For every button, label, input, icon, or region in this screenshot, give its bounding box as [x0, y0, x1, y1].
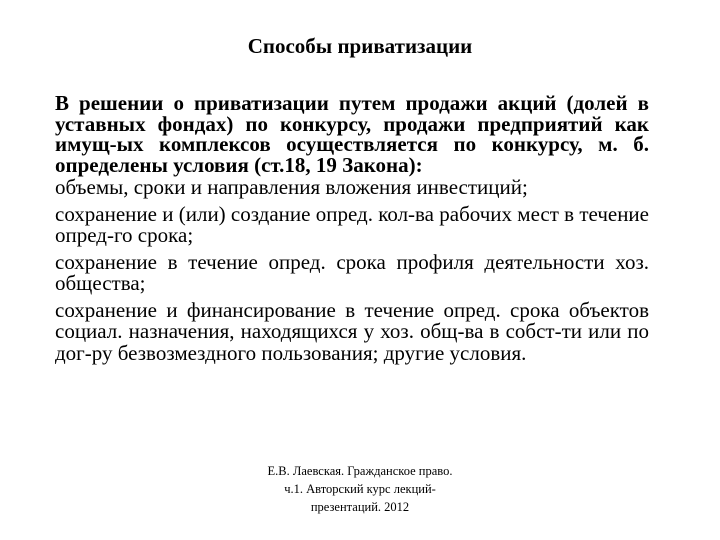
footer-line-author: Е.В. Лаевская. Гражданское право.: [267, 464, 453, 478]
condition-item-1: объемы, сроки и направления вложения инвестиций;: [55, 175, 528, 199]
condition-item-4: сохранение и финансирование в течение опред. срока объектов социал. назначения, находящихся у хоз. общ-ва в собст-ти или по дог-ру безвозмездного пользования; другие условия.: [55, 297, 649, 365]
slide-title: Способы приватизации: [247, 34, 473, 58]
footer-line-course: ч.1. Авторский курс лекций-: [284, 482, 436, 496]
slide-content: [55, 93, 649, 369]
condition-item-2: сохранение и (или) создание опред. кол-ва рабочих мест в течение опред-го срока;: [55, 201, 649, 247]
condition-item-3: сохранение в течение опред. срока профиля деятельности хоз. общества;: [55, 249, 649, 295]
slide-footer: [0, 462, 720, 516]
footer-line-year: презентаций. 2012: [310, 500, 410, 514]
intro-paragraph: В решении о приватизации путем продажи акций (долей в уставных фондах) по конкурсу, продажи предприятий как имущ-ых комплексов осуществляется по конкурсу, м. б. определены условия (ст.18, 19 Закона):: [55, 91, 649, 177]
